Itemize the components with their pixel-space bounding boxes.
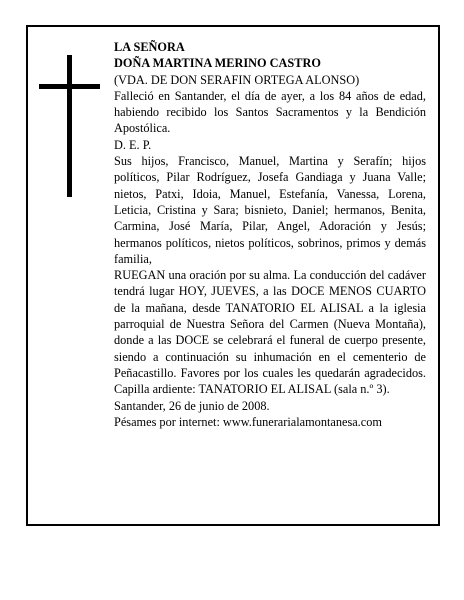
rip-line: D. E. P. [114,137,152,152]
widow-of: (VDA. DE DON SERAFIN ORTEGA ALONSO) [114,72,360,87]
death-notice: Falleció en Santander, el día de ayer, a los 84 años de edad, habiendo recibido los Santos Sacramentos y la Bendición Apostólica. [114,88,426,136]
obituary-text [114,39,426,430]
obituary-frame [26,25,440,526]
family-list: Sus hijos, Francisco, Manuel, Martina y Serafín; hijos políticos, Pilar Rodríguez, Josefa Gandiaga y Juana Valle; nietos, Patxi, Idoia, Manuel, Estefanía, Vanessa, Lorena, Leticia, Cristina y Sara; bisnieto, Daniel; hermanos, Benita, Carmina, José María, Pilar, Angel, Adoración y Jesús; hermanos políticos, nietos políticos, sobrinos, primos y demás familia, [114,154,426,266]
condolences-line: Pésames por internet: www.funerarialamontanesa.com [114,414,382,429]
obituary-title: LA SEÑORA [114,40,185,54]
cross-horizontal-bar [39,84,100,89]
funeral-details: RUEGAN una oración por su alma. La conducción del cadáver tendrá lugar HOY, JUEVES, a las DOCE MENOS CUARTO de la mañana, desde TANATORIO EL ALISAL a la iglesia parroquial de Nuestra Señora del Carmen (Nueva Montaña), donde a las DOCE se celebrará el funeral de cuerpo presente, siendo a continuación su inhumación en el cementerio de Peñacastillo. Favores por los cuales les quedarán agradecidos. Capilla ardiente: TANATORIO EL ALISAL (sala n.º 3). [114,268,426,397]
deceased-name: DOÑA MARTINA MERINO CASTRO [114,56,321,71]
place-date: Santander, 26 de junio de 2008. [114,398,270,413]
cross-vertical-bar [67,55,72,197]
